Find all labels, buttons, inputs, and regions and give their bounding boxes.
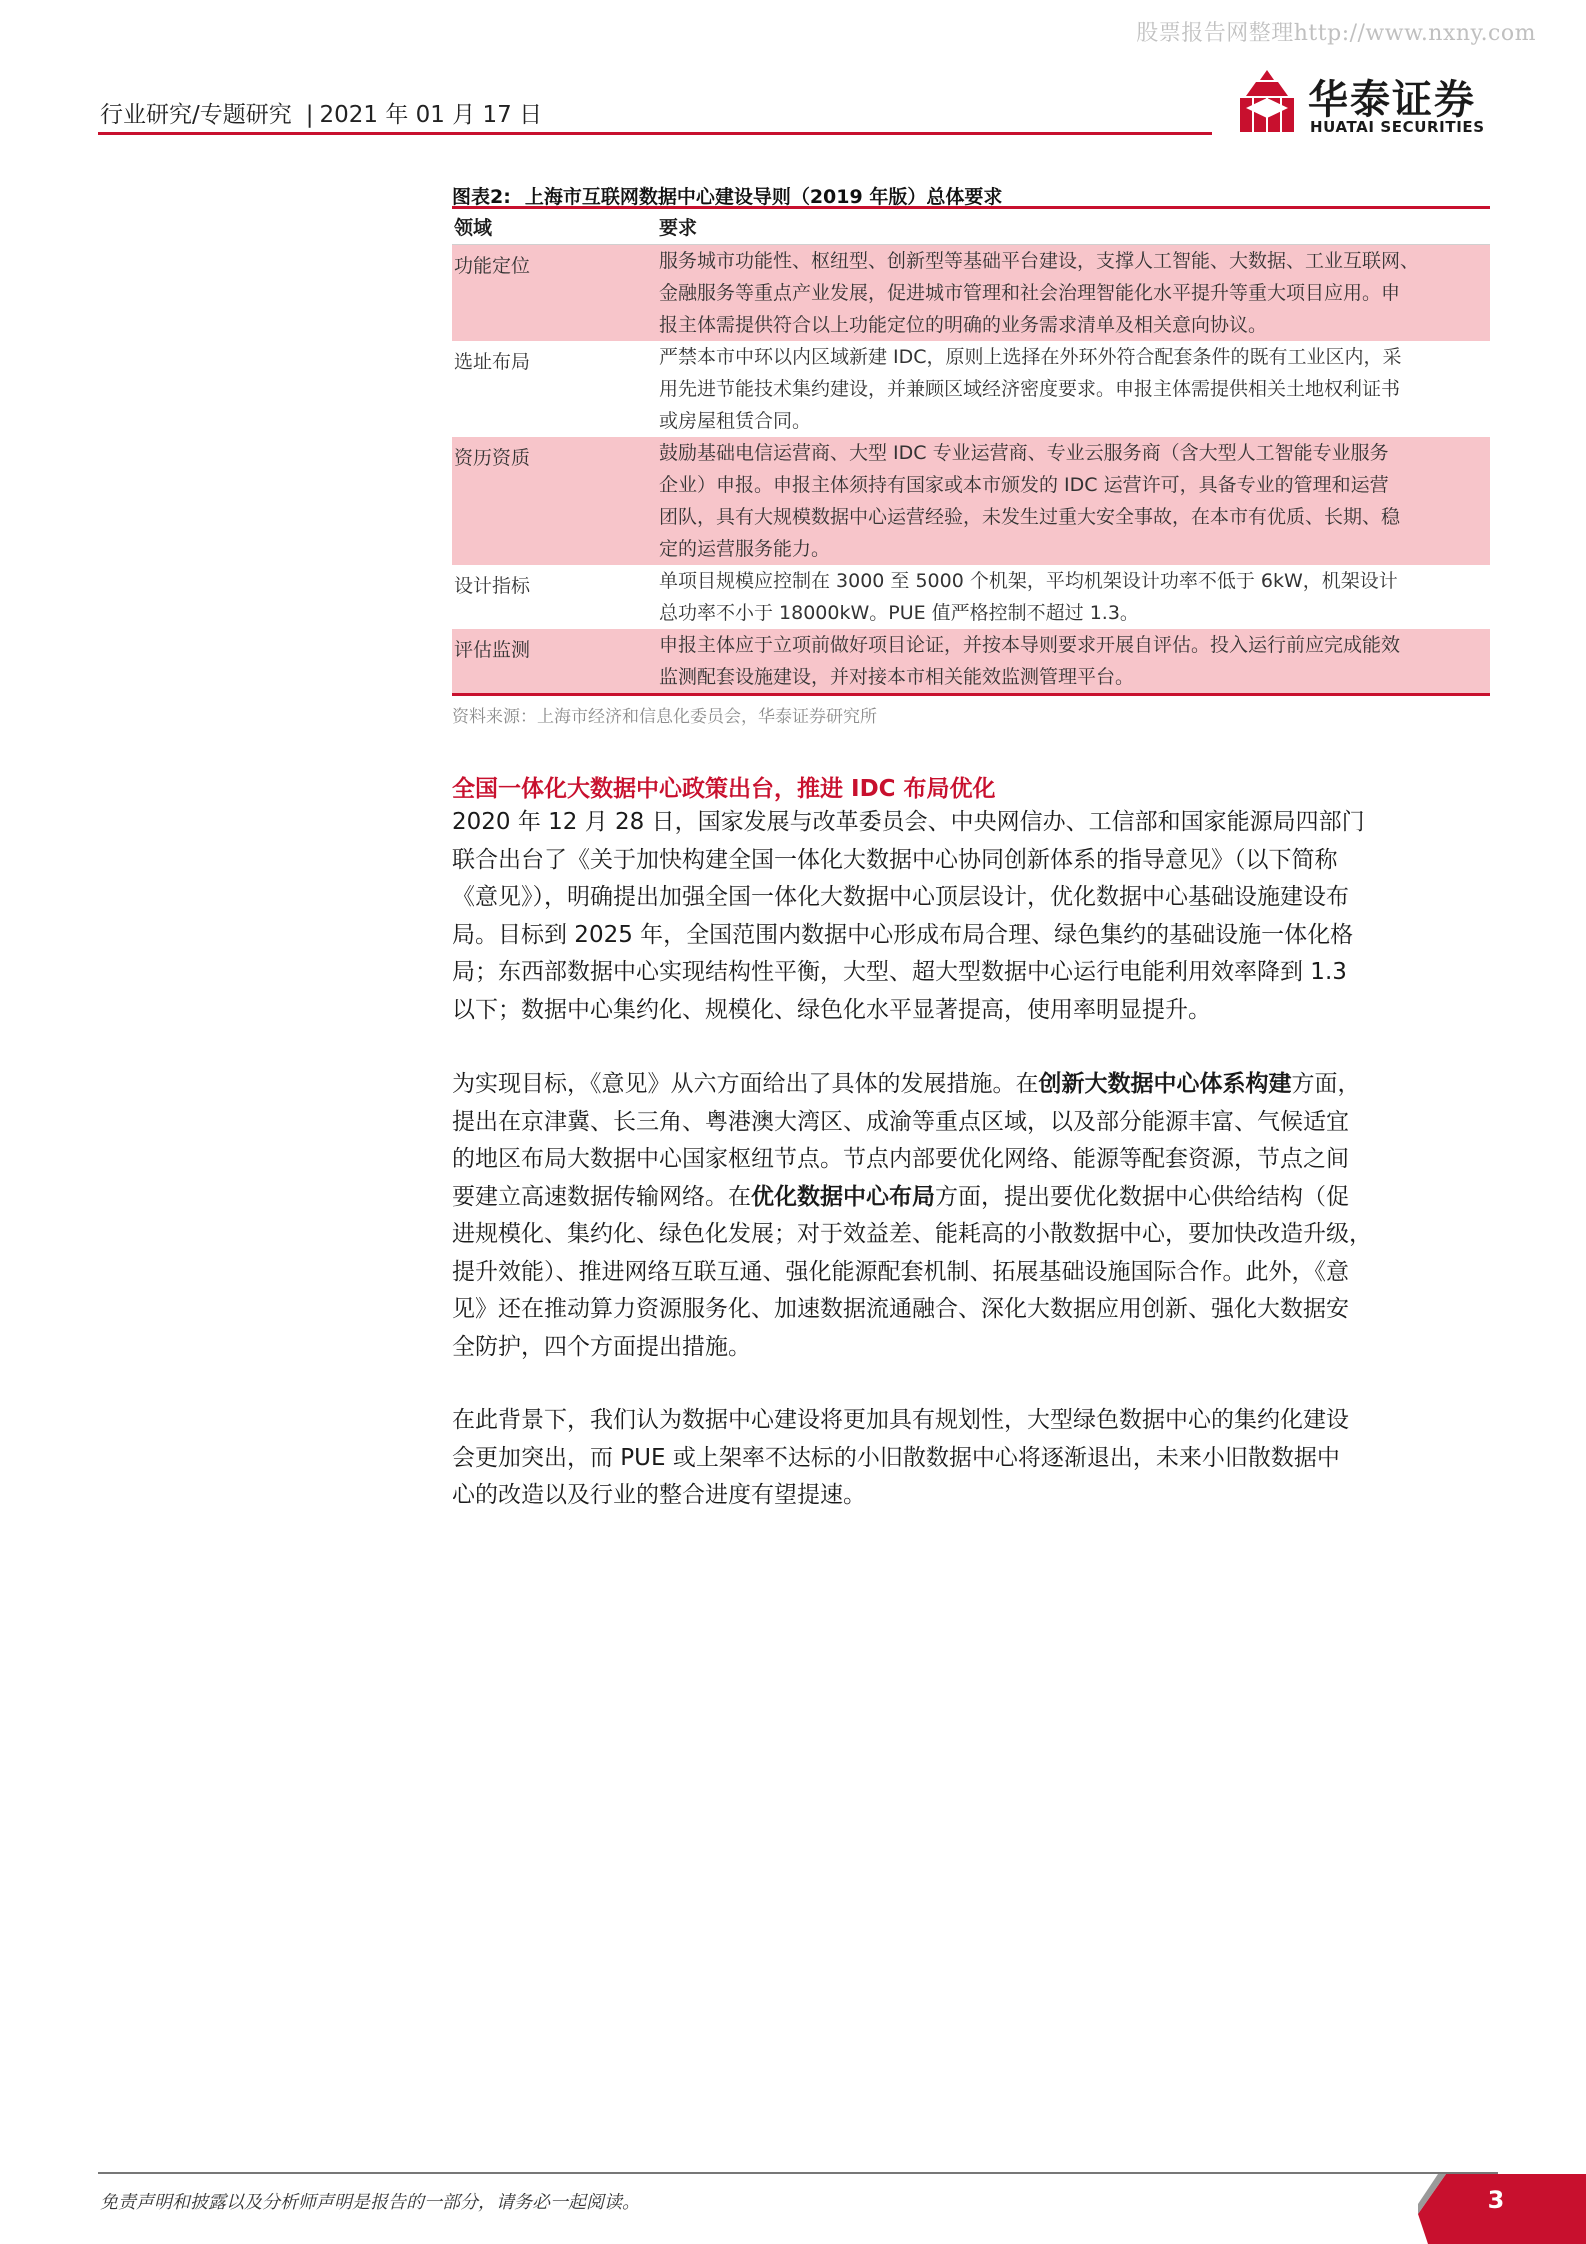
requirement-line: 鼓励基础电信运营商、大型 IDC 专业运营商、专业云服务商（含大型人工智能专业服务: [659, 442, 1389, 464]
figure-source: 资料来源：上海市经济和信息化委员会，华泰证券研究所: [452, 707, 877, 727]
paragraph-3: [452, 1402, 1490, 1515]
requirement-line: 企业）申报。申报主体须持有国家或本市颁发的 IDC 运营许可，具备专业的管理和运营: [659, 474, 1389, 496]
text-run: 为实现目标，《意见》从六方面给出了具体的发展措施。在: [452, 1071, 1039, 1097]
requirement-line: 单项目规模应控制在 3000 至 5000 个机架，平均机架设计功率不低于 6kW，机架设计: [659, 570, 1398, 592]
report-category: 行业研究/专题研究: [100, 102, 292, 128]
paragraph-2: [452, 1066, 1490, 1366]
text-run: 要建立高速数据传输网络。在: [452, 1183, 751, 1210]
paragraph-1: [452, 804, 1490, 1029]
requirement-line: 总功率不小于 18000kW。PUE 值严格控制不超过 1.3。: [659, 602, 1139, 624]
logo-name-en: HUATAI SECURITIES: [1310, 118, 1485, 136]
table-row: [452, 245, 1490, 341]
paragraph-line: 联合出台了《关于加快构建全国一体化大数据中心协同创新体系的指导意见》（以下简称: [452, 846, 1338, 873]
requirements-table: [452, 206, 1490, 696]
table-row: [452, 629, 1490, 693]
requirement-line: 定的运营服务能力。: [659, 538, 831, 560]
row-domain: 选址布局: [454, 351, 531, 373]
emphasis-text: 优化数据中心布局: [751, 1183, 935, 1210]
paragraph-line: 以下；数据中心集约化、规模化、绿色化水平显著提高，使用率明显提升。: [452, 996, 1211, 1023]
requirement-line: 用先进节能技术集约建设，并兼顾区域经济密度要求。申报主体需提供相关土地权利证书: [659, 378, 1401, 400]
paragraph-line: 见》还在推动算力资源服务化、加速数据流通融合、深化大数据应用创新、强化大数据安: [452, 1296, 1349, 1322]
requirement-line: 报主体需提供符合以上功能定位的明确的业务需求清单及相关意向协议。: [659, 314, 1268, 336]
paragraph-line: 提升效能）、推进网络互联互通、强化能源配套机制、拓展基础设施国际合作。此外，《意: [452, 1258, 1349, 1285]
page-number: 3: [1487, 2186, 1505, 2214]
text-run: 方面，提出要优化数据中心供给结构（促: [935, 1183, 1349, 1210]
row-requirement: [659, 565, 1490, 629]
figure-title: [452, 182, 1490, 209]
footer-rule: [98, 2172, 1498, 2174]
requirement-line: 服务城市功能性、枢纽型、创新型等基础平台建设，支撑人工智能、大数据、工业互联网、: [659, 250, 1420, 272]
huatai-logo-icon: [1238, 70, 1296, 132]
paragraph-line: 局。目标到 2025 年，全国范围内数据中心形成布局合理、绿色集约的基础设施一体化格: [452, 921, 1354, 948]
table-header: [452, 209, 1490, 245]
paragraph-line: 在此背景下，我们认为数据中心建设将更加具有规划性，大型绿色数据中心的集约化建设: [452, 1407, 1349, 1433]
paragraph-line: 进规模化、集约化、绿色化发展；对于效益差、能耗高的小散数据中心，要加快改造升级，: [452, 1221, 1372, 1247]
huatai-logo: [1238, 66, 1488, 138]
paragraph-line: 会更加突出，而 PUE 或上架率不达标的小旧散数据中心将逐渐退出，未来小旧散数据中: [452, 1444, 1340, 1471]
figure-title-text: 上海市互联网数据中心建设导则（2019 年版）总体要求: [524, 186, 1003, 208]
emphasis-text: 创新大数据中心体系构建: [1038, 1071, 1292, 1097]
paragraph-line: 的地区布局大数据中心国家枢纽节点。节点内部要优化网络、能源等配套资源，节点之间: [452, 1146, 1349, 1172]
text-run: 方面，: [1291, 1071, 1361, 1097]
paragraph-line: [452, 1179, 1490, 1217]
report-date: 2021 年 01 月 17 日: [319, 102, 543, 128]
paragraph-line: 全防护，四个方面提出措施。: [452, 1333, 751, 1360]
paragraph-line: [452, 1066, 1490, 1104]
row-domain: 资历资质: [454, 447, 531, 469]
table-row: [452, 341, 1490, 437]
requirement-line: 监测配套设施建设，并对接本市相关能效监测管理平台。: [659, 666, 1135, 688]
header-rule: [98, 132, 1212, 135]
column-header-requirement: 要求: [659, 217, 698, 239]
row-requirement: [659, 341, 1490, 437]
row-requirement: [659, 629, 1490, 693]
paragraph-line: 《意见》），明确提出加强全国一体化大数据中心顶层设计，优化数据中心基础设施建设布: [452, 884, 1349, 910]
requirement-line: 严禁本市中环以内区域新建 IDC，原则上选择在外环外符合配套条件的既有工业区内，采: [659, 346, 1402, 368]
column-header-domain: 领域: [454, 217, 493, 239]
row-requirement: [659, 245, 1490, 341]
paragraph-line: 2020 年 12 月 28 日，国家发展与改革委员会、中央网信办、工信部和国家能源局四部门: [452, 809, 1365, 835]
row-domain: 评估监测: [454, 639, 531, 661]
logo-name-cn: 华泰证券: [1308, 77, 1476, 123]
header-separator: |: [305, 102, 314, 128]
requirement-line: 团队，具有大规模数据中心运营经验，未发生过重大安全事故，在本市有优质、长期、稳: [659, 506, 1401, 528]
footer-disclaimer: 免责声明和披露以及分析师声明是报告的一部分，请务必一起阅读。: [100, 2192, 640, 2213]
report-header: [100, 96, 542, 129]
row-domain: 设计指标: [454, 575, 531, 597]
watermark: 股票报告网整理http://www.nxny.com: [1136, 21, 1536, 46]
table-row: [452, 437, 1490, 565]
paragraph-line: 局；东西部数据中心实现结构性平衡，大型、超大型数据中心运行电能利用效率降到 1.3: [452, 959, 1347, 985]
figure-label: 图表2:: [452, 186, 511, 208]
row-domain: 功能定位: [454, 255, 531, 277]
row-requirement: [659, 437, 1490, 565]
paragraph-line: 提出在京津冀、长三角、粤港澳大湾区、成渝等重点区域，以及部分能源丰富、气候适宜: [452, 1108, 1349, 1135]
requirement-line: 申报主体应于立项前做好项目论证，并按本导则要求开展自评估。投入运行前应完成能效: [659, 634, 1401, 656]
section-title: 全国一体化大数据中心政策出台，推进 IDC 布局优化: [452, 776, 996, 802]
requirement-line: 或房屋租赁合同。: [659, 410, 812, 432]
requirement-line: 金融服务等重点产业发展，促进城市管理和社会治理智能化水平提升等重大项目应用。申: [659, 282, 1401, 304]
table-row: [452, 565, 1490, 629]
paragraph-line: 心的改造以及行业的整合进度有望提速。: [452, 1482, 866, 1508]
